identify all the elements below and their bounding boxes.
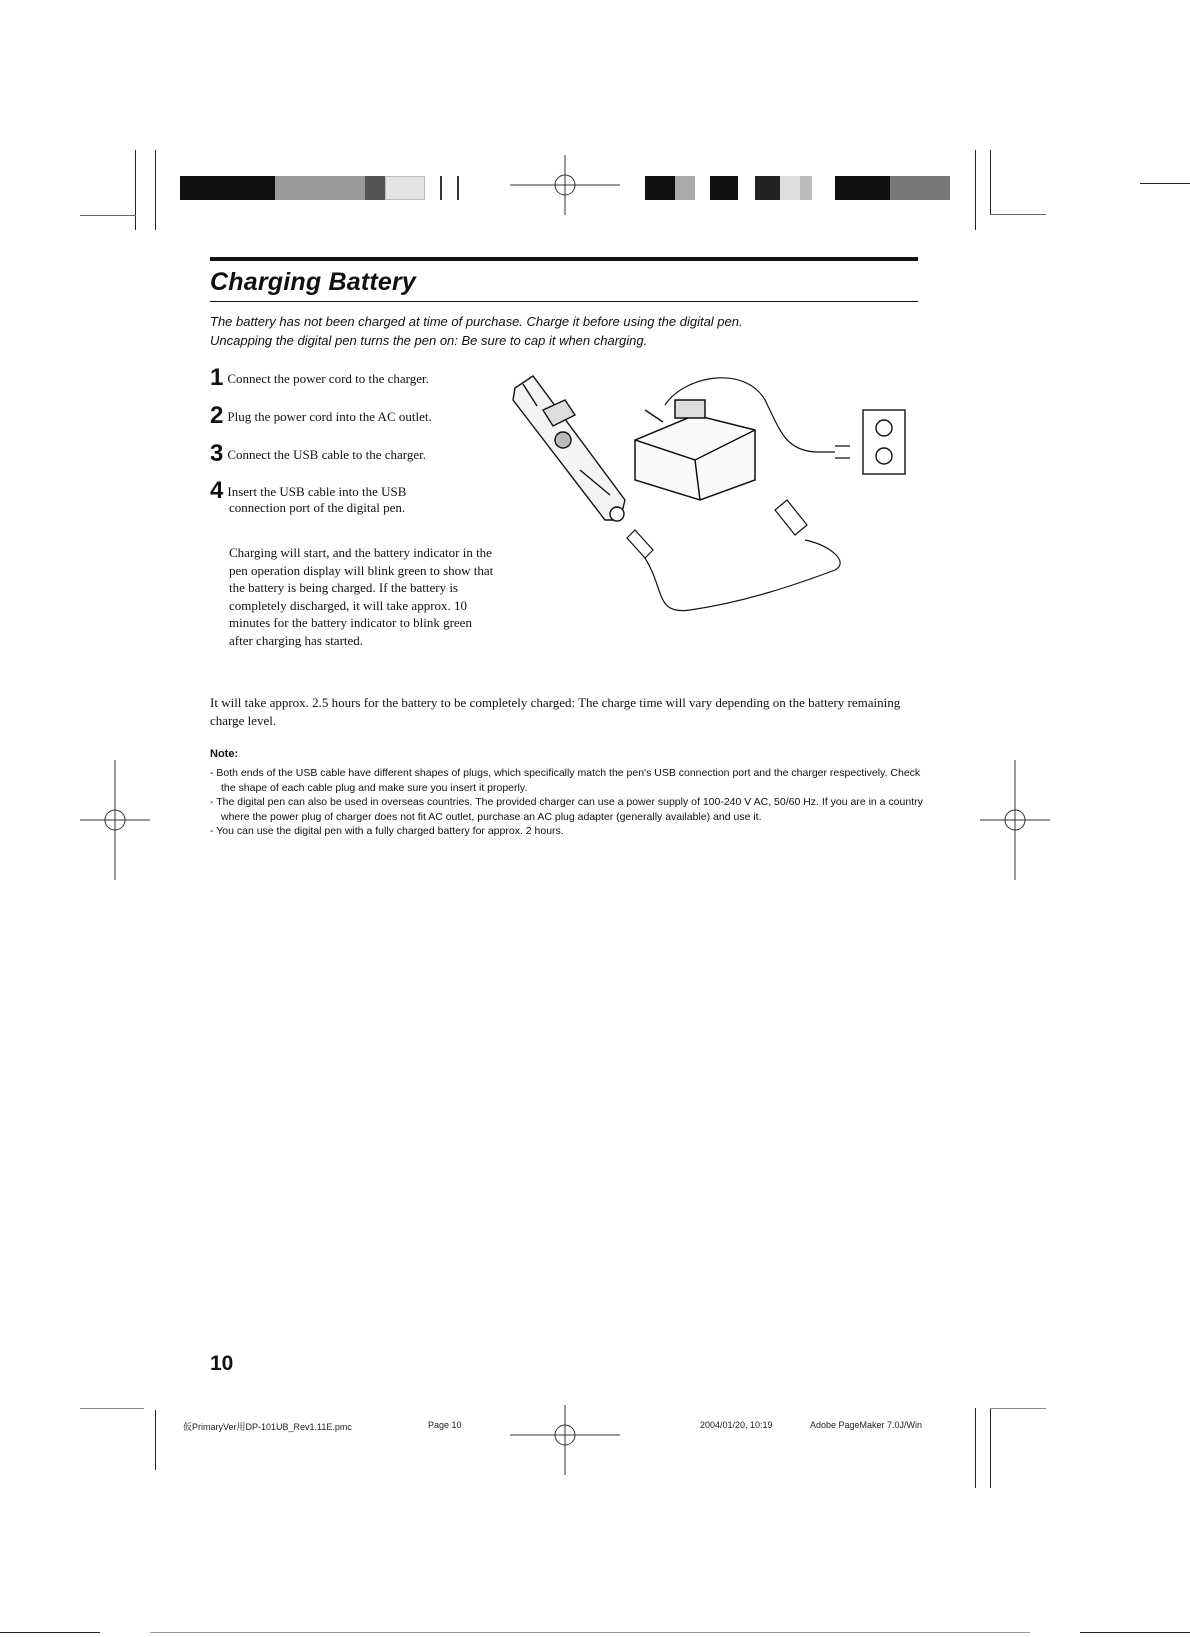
registration-mark-right bbox=[980, 755, 1050, 885]
note-list bbox=[210, 766, 930, 839]
registration-mark-left bbox=[80, 755, 150, 885]
page-title: Charging Battery bbox=[210, 268, 417, 296]
page-number: 10 bbox=[210, 1352, 234, 1375]
step-1 bbox=[210, 364, 500, 391]
charger-icon bbox=[635, 400, 755, 500]
charging-illustration bbox=[505, 370, 925, 620]
intro bbox=[210, 312, 930, 350]
charging-note: Charging will start, and the battery indicator in the pen operation display will blink green to show that the battery is being charged. If the battery is completely discharged, it will take approx. 10 minutes for the battery indicator to blink green after charging has started. bbox=[229, 545, 494, 648]
step-text-continued: connection port of the digital pen. bbox=[229, 500, 406, 515]
step-text: Connect the USB cable to the charger. bbox=[227, 447, 427, 462]
title-rule-top bbox=[210, 257, 918, 261]
step-3 bbox=[210, 440, 500, 467]
step-text: Insert the USB cable into the USB bbox=[227, 484, 407, 499]
intro-line-1: The battery has not been charged at time of purchase. Charge it before using the digital pen. bbox=[210, 314, 743, 329]
note-heading: Note: bbox=[210, 748, 239, 760]
list-item: - Both ends of the USB cable have different shapes of plugs, which specifically match the pen's USB connection port and the charger respectively. Check the shape of each cable plug and make sure you insert it properly. bbox=[210, 767, 921, 794]
wall-outlet-icon bbox=[863, 410, 905, 474]
footer-file: 仮PrimaryVer用DP-101UB_Rev1.11E.pmc bbox=[183, 1422, 352, 1432]
step-number: 3 bbox=[210, 440, 224, 467]
footer-timestamp: 2004/01/20, 10:19 bbox=[700, 1420, 773, 1430]
footer-page: Page 10 bbox=[428, 1420, 462, 1430]
step-number: 1 bbox=[210, 364, 224, 391]
usb-cable-icon bbox=[627, 500, 840, 611]
step-text: Connect the power cord to the charger. bbox=[227, 371, 429, 386]
step-number: 4 bbox=[210, 477, 224, 504]
step-number: 2 bbox=[210, 402, 224, 429]
footer-app: Adobe PageMaker 7.0J/Win bbox=[810, 1420, 923, 1430]
intro-line-2: Uncapping the digital pen turns the pen on: Be sure to cap it when charging. bbox=[210, 333, 648, 348]
digital-pen-icon bbox=[513, 376, 625, 521]
title-rule-bottom bbox=[210, 301, 918, 302]
step-text: Plug the power cord into the AC outlet. bbox=[227, 409, 432, 424]
list-item: - The digital pen can also be used in overseas countries. The provided charger can use a power supply of 100-240 V AC, 50/60 Hz. If you are in a country where the power plug of charger does not fit AC outlet, purchase an AC plug adapter (generally available) and use it. bbox=[210, 796, 923, 823]
registration-mark-bottom bbox=[505, 1405, 625, 1475]
step-4 bbox=[210, 477, 500, 516]
charge-time-text: It will take approx. 2.5 hours for the battery to be completely charged: The charge time will vary depending on the battery remaining charge level. bbox=[210, 695, 901, 728]
step-2 bbox=[210, 402, 500, 429]
registration-mark-top bbox=[500, 155, 630, 215]
list-item: - You can use the digital pen with a fully charged battery for approx. 2 hours. bbox=[210, 825, 564, 837]
